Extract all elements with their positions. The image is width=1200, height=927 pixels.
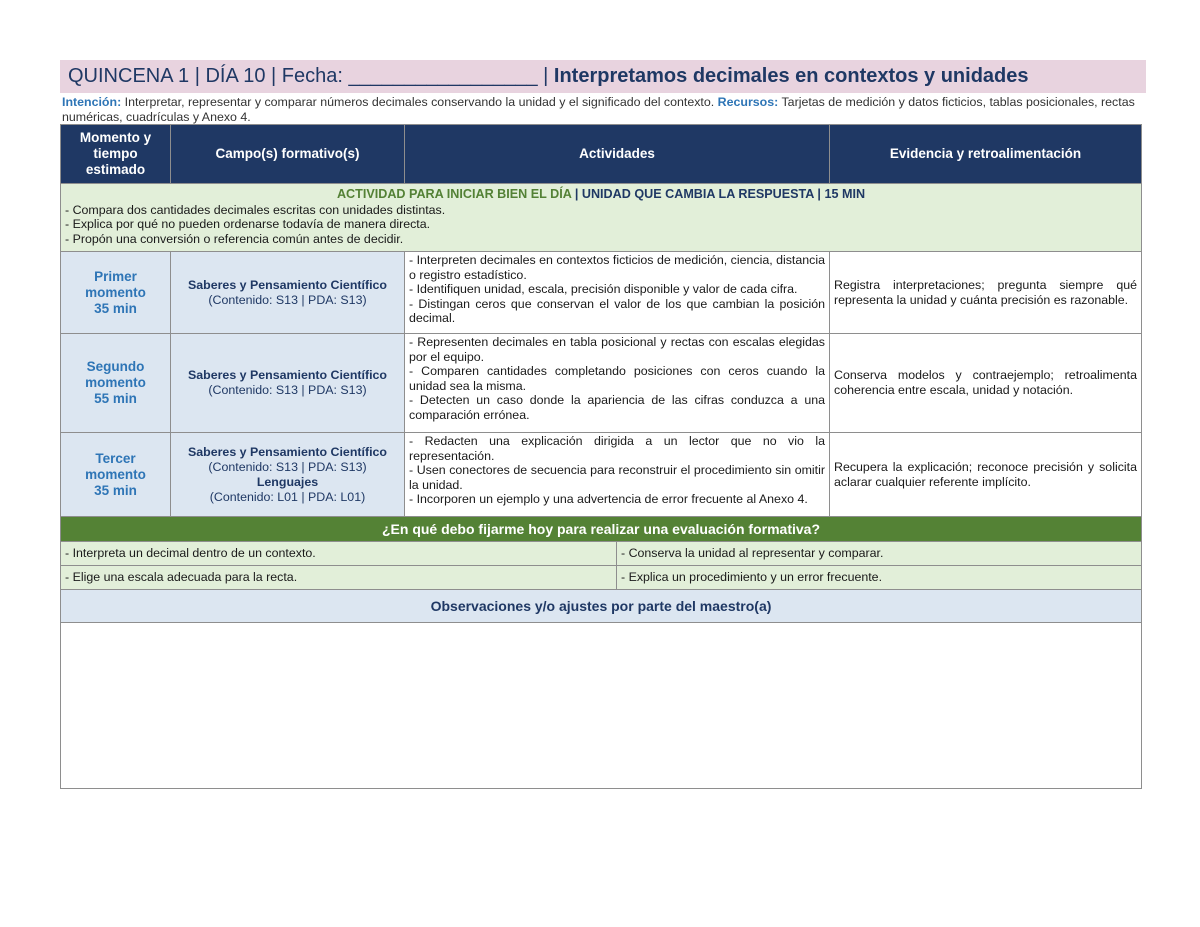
start-activity-item: - Explica por qué no pueden ordenarse todavía de manera directa. [65, 217, 431, 232]
moment-row-1 [61, 252, 1142, 334]
table-header-row [61, 125, 1142, 184]
activity-item: - Usen conectores de secuencia para reconstruir el procedimiento sin omitir la unidad. [409, 463, 825, 492]
evaluation-item: - Elige una escala adecuada para la recta. [61, 566, 617, 589]
campo-name: Saberes y Pensamiento Científico [187, 277, 387, 292]
intent-text: Interpretar, representar y comparar números decimales conservando la unidad y el significado del contexto. [121, 95, 718, 109]
start-activity-title [65, 187, 1137, 202]
moment-label [61, 334, 171, 433]
header-campo: Campo(s) formativo(s) [171, 125, 405, 184]
moment-time: 35 min [94, 300, 137, 316]
campo-contenido-2: (Contenido: L01 | PDA: L01) [209, 489, 366, 504]
page-title [60, 60, 1146, 93]
campo-name: Saberes y Pensamiento Científico [187, 444, 387, 459]
campo-name-2: Lenguajes [256, 474, 319, 489]
header-evidence: Evidencia y retroalimentación [830, 125, 1142, 184]
resources-text: Tarjetas de medición y datos ficticios, tablas posicionales, rectas numéricas, cuadrículas y Anexo 4. [62, 95, 1139, 124]
campo-name: Saberes y Pensamiento Científico [187, 368, 387, 382]
moment-word: momento [85, 466, 146, 482]
activity-item: - Comparen cantidades completando posiciones con ceros cuando la unidad sea la misma. [409, 364, 825, 393]
activities-cell [405, 334, 830, 433]
activity-item: - Interpreten decimales en contextos ficticios de medición, ciencia, distancia o registro estadístico. [409, 253, 825, 282]
start-activity-title-rest: | UNIDAD QUE CAMBIA LA RESPUESTA | 15 MIN [571, 187, 866, 201]
moment-row-3 [61, 433, 1142, 517]
start-activity-row [61, 184, 1142, 252]
campo-contenido: (Contenido: S13 | PDA: S13) [208, 459, 367, 474]
evaluation-title: ¿En qué debo fijarme hoy para realizar una evaluación formativa? [61, 517, 1142, 542]
activity-item: - Redacten una explicación dirigida a un lector que no vio la representación. [409, 434, 825, 463]
moment-row-2 [61, 334, 1142, 433]
campo-cell [171, 334, 405, 433]
observations-area[interactable] [61, 623, 1142, 789]
activity-item: - Incorporen un ejemplo y una advertencia de error frecuente al Anexo 4. [409, 492, 808, 507]
campo-cell [171, 252, 405, 334]
activity-item: - Distingan ceros que conservan el valor de los que cambian la posición decimal. [409, 296, 825, 326]
evaluation-item: - Interpreta un decimal dentro de un contexto. [61, 542, 617, 565]
moment-time: 55 min [94, 391, 137, 406]
intent-resources-line [62, 95, 1146, 125]
campo-contenido: (Contenido: S13 | PDA: S13) [208, 383, 367, 397]
start-activity-cell [61, 184, 1142, 252]
campo-contenido: (Contenido: S13 | PDA: S13) [208, 292, 367, 307]
evidence-cell: Conserva modelos y contraejemplo; retroalimenta coherencia entre escala, unidad y notación. [830, 334, 1142, 433]
moment-name: Tercer [95, 450, 136, 466]
title-main: Interpretamos decimales en contextos y unidades [553, 65, 1029, 87]
evaluation-row-cell [61, 566, 1142, 590]
moment-word: momento [85, 284, 146, 300]
evaluation-item: - Conserva la unidad al representar y comparar. [621, 546, 884, 560]
evaluation-title-row [61, 517, 1142, 542]
resources-label: Recursos: [717, 95, 779, 109]
evidence-cell: Recupera la explicación; reconoce precisión y solicita aclarar cualquier referente implícito. [830, 433, 1142, 517]
activities-cell [405, 433, 830, 517]
observations-title-row [61, 590, 1142, 623]
intent-label: Intención: [62, 95, 122, 109]
start-activity-item: - Compara dos cantidades decimales escritas con unidades distintas. [65, 202, 446, 217]
moment-name: Segundo [86, 359, 145, 374]
evaluation-row-cell [61, 542, 1142, 566]
moment-label [61, 252, 171, 334]
evaluation-row [61, 542, 1142, 566]
observations-title: Observaciones y/o ajustes por parte del maestro(a) [61, 590, 1142, 623]
activity-item: - Representen decimales en tabla posicional y rectas con escalas elegidas por el equipo. [409, 335, 825, 364]
moment-word: momento [85, 375, 146, 390]
header-activities: Actividades [405, 125, 830, 184]
title-prefix: QUINCENA 1 | DÍA 10 | Fecha: _________________ | [68, 65, 554, 87]
campo-cell [171, 433, 405, 517]
evidence-cell: Registra interpretaciones; pregunta siempre qué representa la unidad y cuánta precisión es razonable. [830, 252, 1142, 334]
lesson-plan-table [60, 124, 1142, 789]
activities-cell [405, 252, 830, 334]
moment-time: 35 min [94, 482, 137, 498]
moment-name: Primer [94, 268, 137, 284]
observations-body-row [61, 623, 1142, 789]
activity-item: - Detecten un caso donde la apariencia de las cifras conduzca a una comparación errónea. [409, 393, 825, 422]
moment-label [61, 433, 171, 517]
start-activity-title-green: ACTIVIDAD PARA INICIAR BIEN EL DÍA [336, 187, 572, 201]
evaluation-item: - Explica un procedimiento y un error frecuente. [621, 570, 883, 584]
evaluation-row [61, 566, 1142, 590]
start-activity-item: - Propón una conversión o referencia común antes de decidir. [65, 231, 404, 246]
header-moment: Momento y tiempo estimado [61, 125, 171, 184]
activity-item: - Identifiquen unidad, escala, precisión disponible y valor de cada cifra. [409, 282, 798, 297]
